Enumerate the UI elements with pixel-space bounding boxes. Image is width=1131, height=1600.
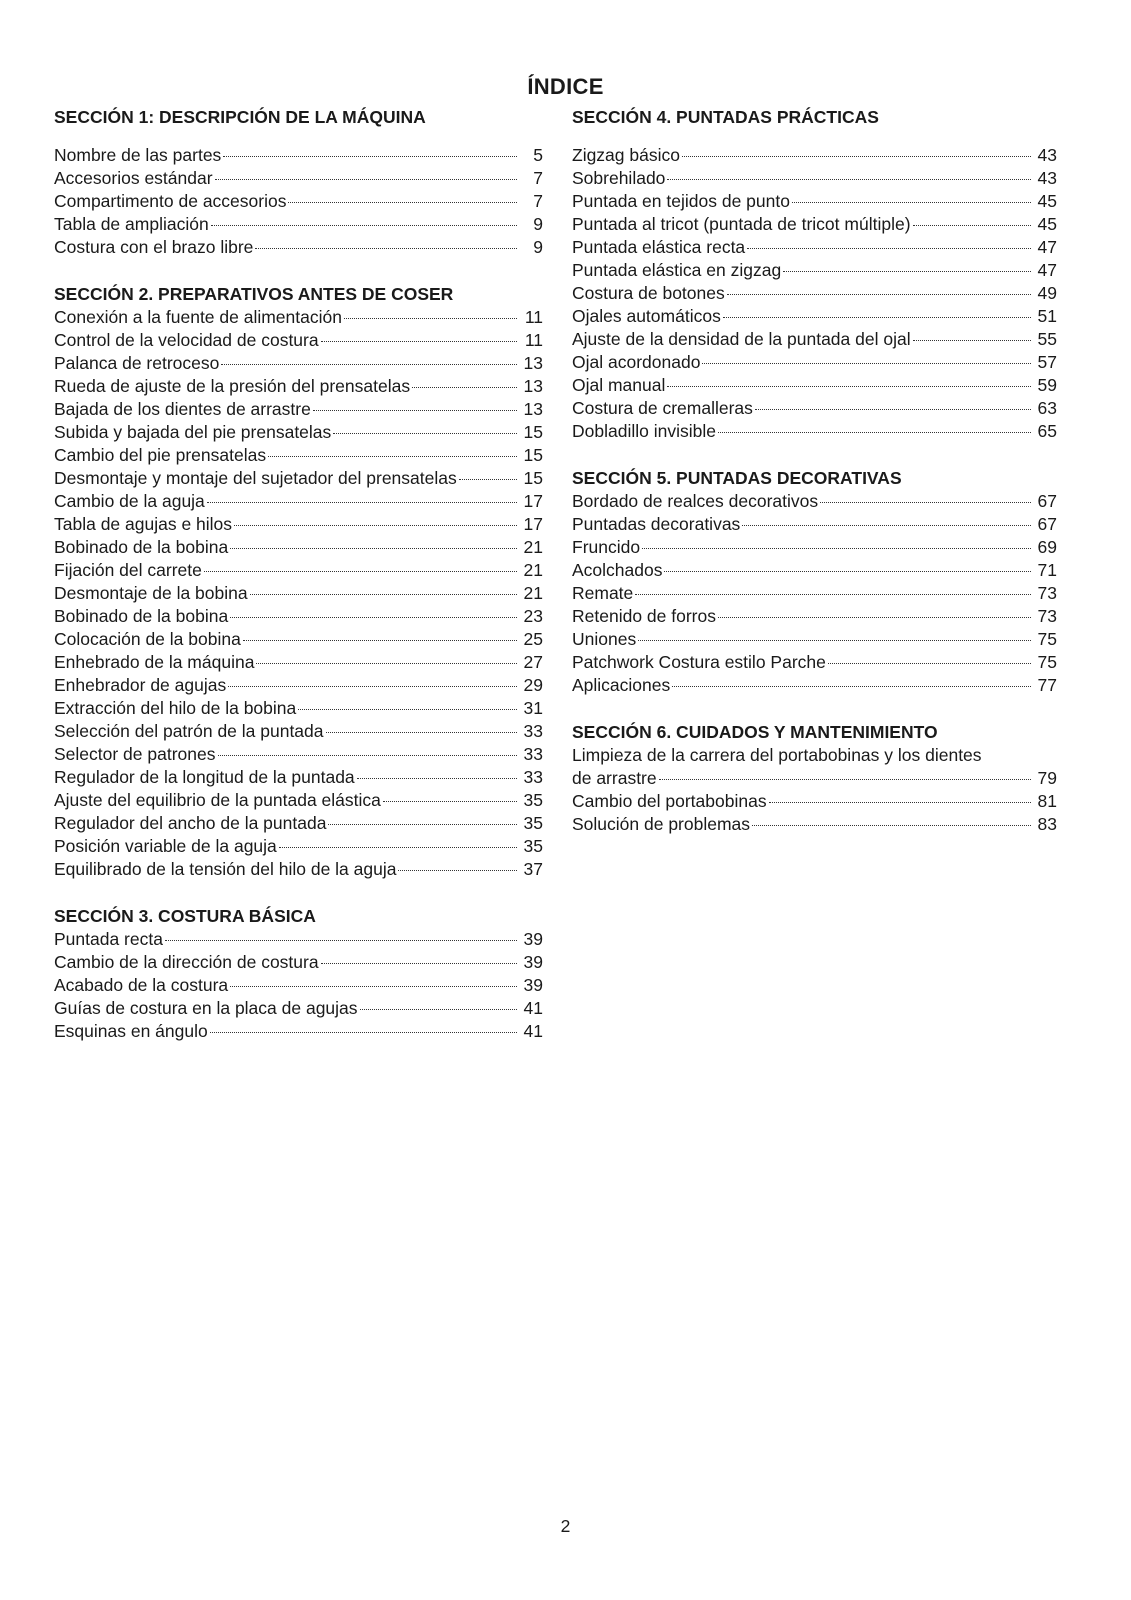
dot-leader [326,732,517,733]
entry-label: Colocación de la bobina [54,629,241,649]
toc-entry[interactable] [54,812,543,835]
toc-entry[interactable] [54,605,543,628]
entry-label: Puntada elástica en zigzag [572,260,782,280]
entry-label: Tabla de agujas e hilos [54,514,233,534]
dot-leader [667,386,1031,387]
toc-entry-continuation[interactable] [572,767,1057,790]
entry-label: Costura con el brazo libre [54,237,254,257]
entry-label: Ajuste del equilibrio de la puntada elástica [54,790,381,810]
entry-label: Solución de problemas [572,814,751,834]
dot-leader [769,802,1031,803]
dot-leader [211,225,517,226]
toc-entry[interactable] [54,329,543,352]
dot-leader [204,571,517,572]
dot-leader [344,318,517,319]
dot-leader [667,179,1031,180]
entry-label: Dobladillo invisible [572,421,716,441]
entry-page: 39 [523,952,543,972]
toc-entry[interactable] [572,651,1057,674]
entry-label: Guías de costura en la placa de agujas [54,998,358,1018]
entry-page: 15 [523,422,543,442]
toc-entries [572,744,1057,836]
dot-leader [255,248,517,249]
dot-leader [268,456,517,457]
toc-entries [572,490,1057,697]
dot-leader [256,663,517,664]
entry-page: 75 [1037,652,1057,672]
entry-page: 11 [524,330,543,350]
entry-label: Retenido de forros [572,606,716,626]
entry-page: 77 [1037,675,1057,695]
dot-leader [742,525,1031,526]
toc-entry[interactable] [572,190,1057,213]
entry-label: Puntada en tejidos de punto [572,191,790,211]
entry-page: 35 [523,813,543,833]
entry-label: Subida y bajada del pie prensatelas [54,422,332,442]
section-title: SECCIÓN 1: DESCRIPCIÓN DE LA MÁQUINA [54,107,426,127]
entry-page: 69 [1037,537,1057,557]
toc-entry[interactable] [572,513,1057,536]
entry-page: 29 [523,675,543,695]
dot-leader [752,825,1031,826]
toc-entry[interactable] [54,720,543,743]
dot-leader [333,433,517,434]
toc-entry[interactable] [572,374,1057,397]
toc-entry[interactable] [572,744,1057,767]
entry-label: Acabado de la costura [54,975,229,995]
toc-entry[interactable] [54,375,543,398]
entry-label: Esquinas en ángulo [54,1021,208,1041]
entry-page: 15 [523,445,543,465]
entry-label: Cambio de la dirección de costura [54,952,319,972]
dot-leader [783,271,1031,272]
entry-page: 39 [523,975,543,995]
entry-page: 79 [1037,768,1057,788]
dot-leader [228,686,517,687]
toc-entry[interactable] [572,305,1057,328]
toc-section [572,467,1057,697]
dot-leader [230,548,517,549]
dot-leader [828,663,1031,664]
entry-page: 49 [1037,283,1057,303]
toc-entry[interactable] [54,789,543,812]
toc-entry[interactable] [572,282,1057,305]
toc-entries [54,306,543,881]
entry-page: 7 [533,191,543,211]
dot-leader [243,640,517,641]
toc-entry[interactable] [54,1020,543,1043]
dot-leader [298,709,517,710]
dot-leader [221,364,517,365]
entry-page: 33 [523,721,543,741]
section-title: SECCIÓN 5. PUNTADAS DECORATIVAS [572,468,902,488]
entry-label: Puntada elástica recta [572,237,746,257]
toc-section [54,905,543,1043]
dot-leader [718,617,1031,618]
dot-leader [718,432,1031,433]
toc-entry[interactable] [54,213,543,236]
toc-entry[interactable] [54,536,543,559]
toc-entry[interactable] [54,559,543,582]
entry-page: 17 [523,514,543,534]
dot-leader [321,341,517,342]
entry-label: Ajuste de la densidad de la puntada del ojal [572,329,911,349]
section-title: SECCIÓN 3. COSTURA BÁSICA [54,906,316,926]
entry-page: 73 [1037,583,1057,603]
entry-label: Ojal acordonado [572,352,701,372]
entry-page: 73 [1037,606,1057,626]
dot-leader [360,1009,517,1010]
entry-page: 5 [533,145,543,165]
dot-leader [755,409,1031,410]
toc-entry[interactable] [572,167,1057,190]
entry-page: 63 [1037,398,1057,418]
toc-entries [572,144,1057,443]
dot-leader [820,502,1031,503]
dot-leader [210,1032,517,1033]
entry-label: Selector de patrones [54,744,216,764]
toc-entry[interactable] [572,674,1057,697]
dot-leader [279,847,517,848]
entry-label: Compartimento de accesorios [54,191,287,211]
toc-entry[interactable] [54,997,543,1020]
dot-leader [672,686,1031,687]
entry-label: Desmontaje y montaje del sujetador del prensatelas [54,468,457,488]
entry-page: 21 [523,583,543,603]
dot-leader [383,801,517,802]
dot-leader [313,410,517,411]
dot-leader [642,548,1031,549]
entry-page: 47 [1037,237,1057,257]
dot-leader [321,963,517,964]
entry-label: Conexión a la fuente de alimentación [54,307,342,327]
dot-leader [230,617,517,618]
toc-entry[interactable] [54,467,543,490]
entry-label: Ojales automáticos [572,306,721,326]
toc-entry[interactable] [572,420,1057,443]
dot-leader [659,779,1031,780]
entry-page: 27 [523,652,543,672]
entry-label: Bordado de realces decorativos [572,491,819,511]
entry-page: 51 [1037,306,1057,326]
left-column [54,106,543,1043]
entry-page: 13 [523,376,543,396]
dot-leader [215,179,517,180]
entry-page: 45 [1037,191,1057,211]
entry-label: Fruncido [572,537,641,557]
entry-page: 23 [523,606,543,626]
entry-label: Patchwork Costura estilo Parche [572,652,826,672]
toc-entry[interactable] [572,328,1057,351]
dot-leader [328,824,517,825]
toc-entry[interactable] [54,398,543,421]
dot-leader [165,940,517,941]
entry-label: Costura de cremalleras [572,398,753,418]
entry-label: Zigzag básico [572,145,680,165]
entry-label: Accesorios estándar [54,168,213,188]
entry-page: 75 [1037,629,1057,649]
entry-label: Limpieza de la carrera del portabobinas y los dientes [572,745,982,765]
dot-leader [913,340,1031,341]
dot-leader [913,225,1031,226]
entry-page: 25 [523,629,543,649]
entry-page: 37 [523,859,543,879]
dot-leader [459,479,517,480]
entry-label: Control de la velocidad de costura [54,330,319,350]
entry-label-continuation: de arrastre [572,768,657,788]
dot-leader [723,317,1031,318]
toc-entry[interactable] [572,236,1057,259]
entry-page: 15 [523,468,543,488]
toc-entry[interactable] [54,421,543,444]
dot-leader [747,248,1031,249]
entry-page: 41 [523,1021,543,1041]
entry-label: Equilibrado de la tensión del hilo de la aguja [54,859,397,879]
toc-entry[interactable] [54,858,543,881]
entry-label: Puntada al tricot (puntada de tricot múltiple) [572,214,911,234]
toc-entry[interactable] [54,144,543,167]
toc-entry[interactable] [572,628,1057,651]
toc-entry[interactable] [54,835,543,858]
entry-label: Bobinado de la bobina [54,537,229,557]
entry-page: 31 [523,698,543,718]
toc-entry[interactable] [54,951,543,974]
entry-label: Cambio de la aguja [54,491,205,511]
entry-page: 43 [1037,168,1057,188]
toc-entry[interactable] [572,213,1057,236]
section-title: SECCIÓN 6. CUIDADOS Y MANTENIMIENTO [572,722,938,742]
toc-entry[interactable] [54,352,543,375]
entry-page: 21 [523,537,543,557]
toc-entry[interactable] [54,190,543,213]
entry-page: 43 [1037,145,1057,165]
entry-label: Acolchados [572,560,663,580]
entry-page: 35 [523,790,543,810]
entry-label: Uniones [572,629,637,649]
page-title: ÍNDICE [527,74,604,99]
entry-label: Remate [572,583,634,603]
toc-entry[interactable] [572,144,1057,167]
entry-label: Puntada recta [54,929,163,949]
toc-entry[interactable] [54,236,543,259]
toc-entry[interactable] [572,259,1057,282]
toc-entry[interactable] [572,790,1057,813]
toc-entry[interactable] [572,397,1057,420]
toc-entry[interactable] [572,582,1057,605]
entry-page: 13 [523,353,543,373]
entry-page: 81 [1037,791,1057,811]
toc-entry[interactable] [572,536,1057,559]
entry-label: Sobrehilado [572,168,666,188]
dot-leader [357,778,517,779]
entry-label: Enhebrador de agujas [54,675,227,695]
toc-entry[interactable] [54,674,543,697]
entry-label: Regulador de la longitud de la puntada [54,767,355,787]
dot-leader [398,870,517,871]
section-title: SECCIÓN 2. PREPARATIVOS ANTES DE COSER [54,284,454,304]
dot-leader [288,202,517,203]
entry-label: Enhebrado de la máquina [54,652,255,672]
entry-page: 67 [1037,491,1057,511]
entry-label: Costura de botones [572,283,725,303]
page-number: 2 [560,1516,571,1536]
entry-label: Rueda de ajuste de la presión del prensatelas [54,376,411,396]
entry-page: 39 [523,929,543,949]
entry-label: Bobinado de la bobina [54,606,229,626]
toc-entry[interactable] [572,813,1057,836]
entry-page: 83 [1037,814,1057,834]
dot-leader [664,571,1031,572]
entry-page: 33 [523,767,543,787]
toc-entry[interactable] [572,351,1057,374]
toc-entry[interactable] [54,582,543,605]
toc-entry[interactable] [54,513,543,536]
toc-section [572,721,1057,836]
entry-page: 47 [1037,260,1057,280]
dot-leader [218,755,518,756]
dot-leader [635,594,1031,595]
toc-entry[interactable] [54,628,543,651]
dot-leader [207,502,517,503]
entry-page: 21 [523,560,543,580]
entry-label: Fijación del carrete [54,560,202,580]
entry-label: Nombre de las partes [54,145,222,165]
toc-section [572,106,1057,443]
entry-label: Ojal manual [572,375,666,395]
toc-entries [54,928,543,1043]
entry-page: 55 [1037,329,1057,349]
toc-section [54,106,543,259]
entry-page: 9 [533,214,543,234]
toc-entry[interactable] [54,651,543,674]
dot-leader [638,640,1031,641]
entry-label: Tabla de ampliación [54,214,209,234]
entry-page: 11 [524,307,543,327]
dot-leader [230,986,517,987]
section-title: SECCIÓN 4. PUNTADAS PRÁCTICAS [572,107,879,127]
toc-section [54,283,543,881]
dot-leader [223,156,517,157]
toc-entry[interactable] [572,559,1057,582]
entry-label: Extracción del hilo de la bobina [54,698,297,718]
entry-page: 45 [1037,214,1057,234]
dot-leader [234,525,517,526]
right-column [572,106,1057,836]
entry-page: 65 [1037,421,1057,441]
dot-leader [682,156,1031,157]
toc-entry[interactable] [54,306,543,329]
toc-entry[interactable] [572,605,1057,628]
entry-label: Cambio del pie prensatelas [54,445,267,465]
toc-entry[interactable] [54,167,543,190]
toc-entries [54,144,543,259]
entry-page: 57 [1037,352,1057,372]
entry-page: 33 [523,744,543,764]
toc-entry[interactable] [54,444,543,467]
entry-label: Regulador del ancho de la puntada [54,813,327,833]
entry-page: 59 [1037,375,1057,395]
dot-leader [792,202,1031,203]
toc-entry[interactable] [572,490,1057,513]
entry-page: 17 [523,491,543,511]
dot-leader [727,294,1031,295]
entry-page: 9 [533,237,543,257]
toc-entry[interactable] [54,697,543,720]
dot-leader [250,594,517,595]
entry-label: Puntadas decorativas [572,514,741,534]
entry-label: Selección del patrón de la puntada [54,721,324,741]
entry-page: 71 [1037,560,1057,580]
entry-page: 67 [1037,514,1057,534]
entry-page: 7 [533,168,543,188]
entry-label: Cambio del portabobinas [572,791,767,811]
toc-entry[interactable] [54,766,543,789]
toc-entry[interactable] [54,743,543,766]
entry-label: Desmontaje de la bobina [54,583,248,603]
entry-label: Palanca de retroceso [54,353,220,373]
toc-entry[interactable] [54,928,543,951]
entry-label: Aplicaciones [572,675,671,695]
dot-leader [702,363,1031,364]
toc-entry[interactable] [54,490,543,513]
entry-label: Posición variable de la aguja [54,836,277,856]
entry-label: Bajada de los dientes de arrastre [54,399,311,419]
entry-page: 13 [523,399,543,419]
toc-entry[interactable] [54,974,543,997]
dot-leader [412,387,517,388]
entry-page: 35 [523,836,543,856]
entry-page: 41 [523,998,543,1018]
